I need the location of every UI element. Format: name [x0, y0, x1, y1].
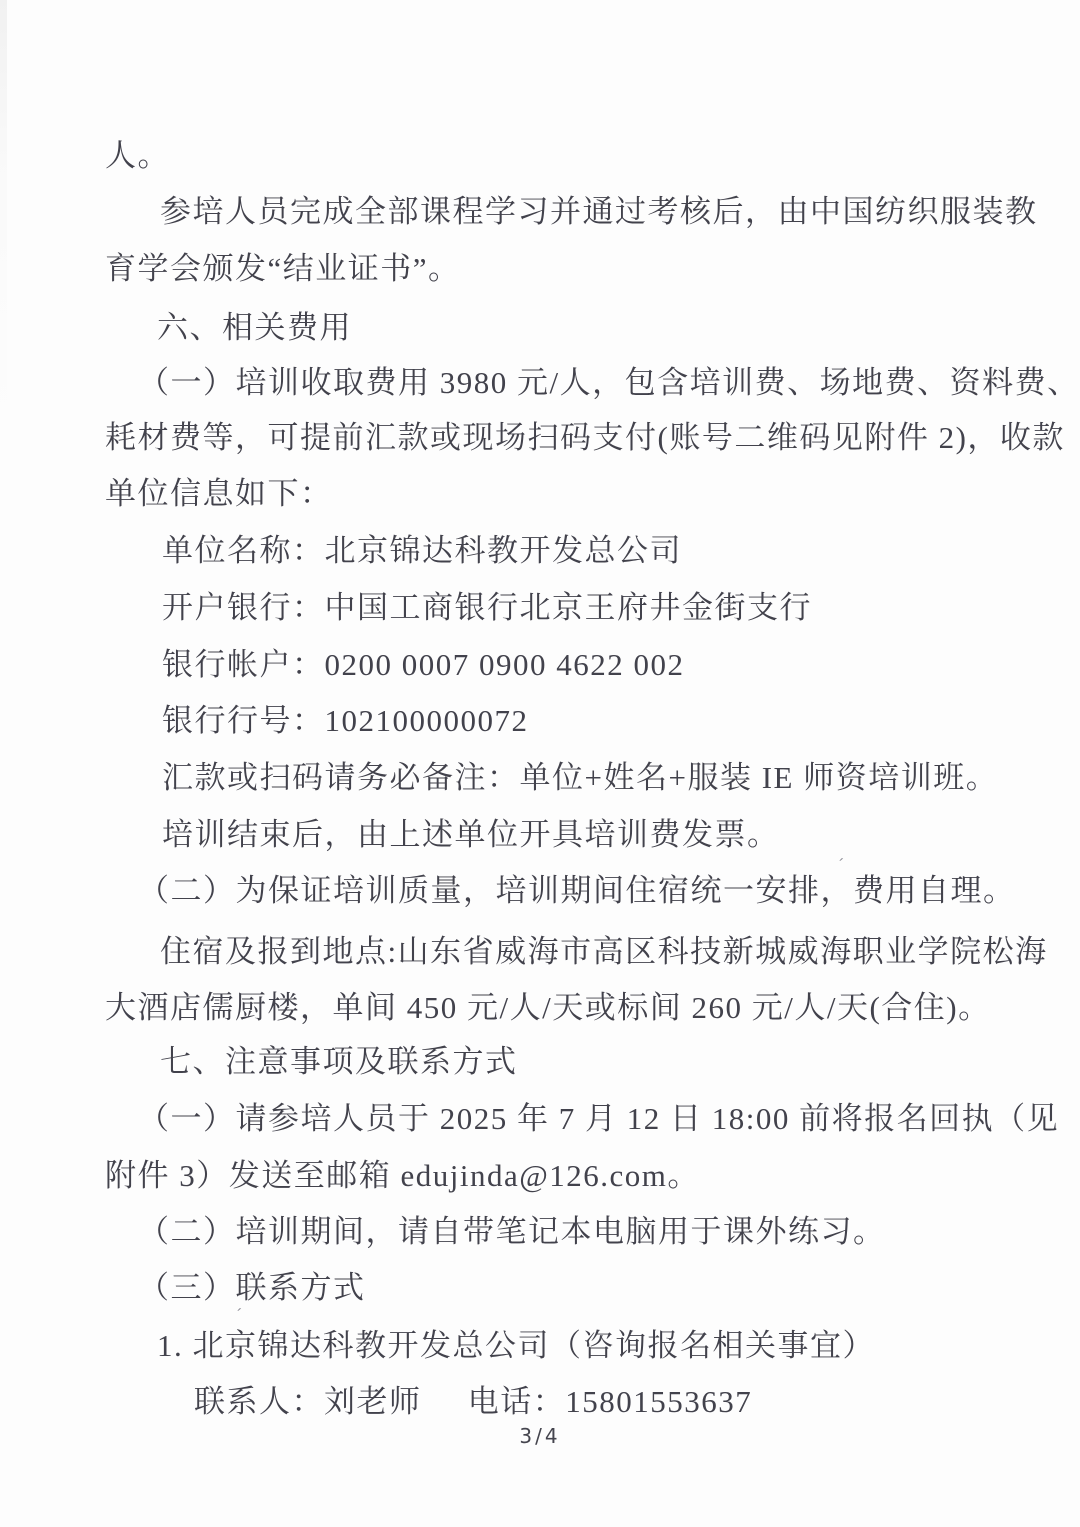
line-completion-certificate-1: 参培人员完成全部课程学习并通过考核后，由中国纺织服装教 [160, 194, 1038, 229]
line-remit-note: 汇款或扫码请务必备注：单位+姓名+服装 IE 师资培训班。 [162, 760, 999, 795]
line-bank-name: 开户银行：中国工商银行北京王府井金街支行 [162, 590, 812, 625]
line-fee-amount-2: 耗材费等，可提前汇款或现场扫码支付(账号二维码见附件 2)，收款 [105, 420, 1065, 455]
line-invoice-note: 培训结束后，由上述单位开具培训费发票。 [162, 817, 780, 852]
scan-speck-2: ˊ [232, 1305, 243, 1325]
heading-section-6-fees: 六、相关费用 [157, 310, 352, 345]
line-registration-deadline-2: 附件 3）发送至邮箱 edujinda@126.com。 [105, 1158, 700, 1193]
scan-edge-shading [0, 0, 7, 420]
line-bank-branch-number: 银行行号：102100000072 [162, 703, 529, 738]
heading-section-7-notes-contact: 七、注意事项及联系方式 [160, 1044, 518, 1079]
line-contact-org: 1. 北京锦达科教开发总公司（咨询报名相关事宜） [157, 1328, 875, 1363]
line-completion-certificate-2: 育学会颁发“结业证书”。 [105, 251, 461, 286]
line-accommodation-location-1: 住宿及报到地点:山东省威海市高区科技新城威海职业学院松海 [160, 934, 1048, 969]
line-bank-account: 银行帐户：0200 0007 0900 4622 002 [162, 647, 685, 682]
line-continuation-ren: 人。 [105, 138, 170, 173]
line-payee-name: 单位名称：北京锦达科教开发总公司 [162, 533, 682, 568]
line-contact-methods-heading: （三）联系方式 [138, 1270, 366, 1305]
line-contact-person-phone: 联系人：刘老师 电话：15801553637 [194, 1384, 753, 1419]
page-number: 3/4 [519, 1424, 561, 1448]
scan-speck-1: ˊ [834, 855, 845, 875]
line-fee-amount-3: 单位信息如下： [105, 476, 333, 511]
line-accommodation-policy: （二）为保证培训质量，培训期间住宿统一安排，费用自理。 [138, 873, 1016, 908]
line-registration-deadline-1: （一）请参培人员于 2025 年 7 月 12 日 18:00 前将报名回执（见 [138, 1101, 1060, 1136]
line-accommodation-location-2: 大酒店儒厨楼，单间 450 元/人/天或标间 260 元/人/天(合住)。 [105, 990, 991, 1025]
line-fee-amount-1: （一）培训收取费用 3980 元/人，包含培训费、场地费、资料费、 [138, 365, 1080, 400]
line-laptop-note: （二）培训期间，请自带笔记本电脑用于课外练习。 [138, 1214, 886, 1249]
